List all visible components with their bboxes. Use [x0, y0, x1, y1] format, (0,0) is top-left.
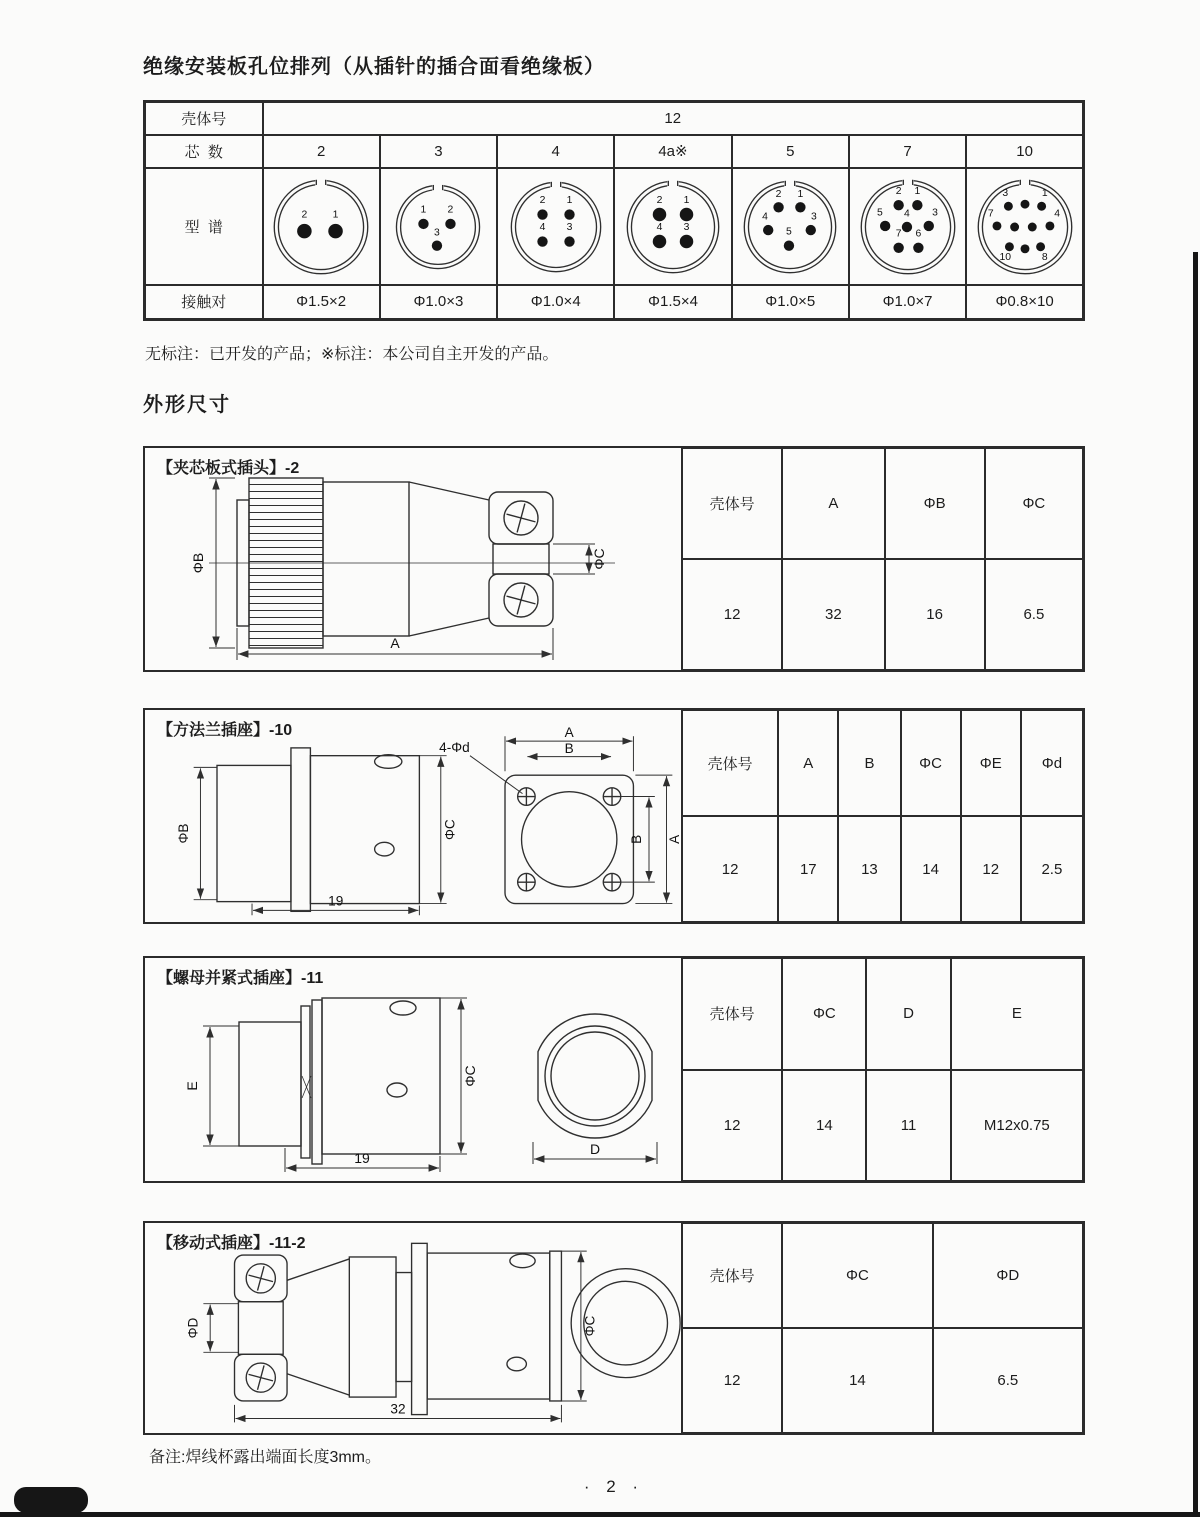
dim-value-cell: M12x0.75 [951, 1070, 1083, 1182]
dim-header-cell: D [866, 958, 950, 1070]
contact-pair-cell: Φ1.0×4 [497, 285, 614, 320]
nut-socket-drawing [145, 958, 685, 1181]
pin-number-label: 10 [999, 252, 1011, 264]
pin-number-label: 3 [1001, 187, 1008, 199]
pin-number-label: 3 [434, 227, 441, 239]
pin-number-label: 2 [539, 195, 546, 207]
dimension-box-mobile-socket [143, 1221, 1085, 1435]
dim-label-phiC: ΦC [591, 548, 607, 570]
pin-number-label: 3 [811, 211, 818, 223]
dim-table-value-row [682, 1328, 1083, 1433]
connector-face-svg [619, 173, 727, 281]
pin-number-label: 1 [566, 195, 573, 207]
dim-header-cell: ΦC [782, 958, 866, 1070]
dimension-box-clamp-plug [143, 446, 1085, 672]
scan-artifact-bottom-blob [14, 1487, 88, 1513]
shell-number-value: 12 [263, 102, 1084, 135]
square-flange-dim-table [681, 709, 1084, 923]
dim-label-phiB: ΦB [190, 552, 206, 574]
dim-header-cell: 壳体号 [682, 1223, 782, 1328]
pin-number-label: 1 [683, 195, 690, 207]
dim-table-value-row [682, 559, 1083, 670]
connector-face-cell [263, 168, 380, 285]
clamp-plug-drawing [145, 448, 685, 670]
dim-value-cell: 14 [782, 1328, 932, 1433]
dim-label-32: 32 [390, 1401, 406, 1417]
dim-label-E: E [184, 1081, 200, 1091]
table-row-contacts [145, 285, 1084, 320]
dim-table-value-row [682, 1070, 1083, 1182]
dim-value-cell: 12 [682, 816, 778, 922]
dim-label-phiC: ΦC [442, 819, 458, 840]
dim-label-19: 19 [328, 893, 344, 909]
row-label-cores: 芯 数 [145, 135, 263, 168]
dim-header-cell: ΦC [782, 1223, 932, 1328]
dim-header-cell: A [778, 710, 838, 816]
dim-value-cell: 12 [961, 816, 1021, 922]
pin-number-label: 4 [539, 222, 546, 234]
table-row-pattern [145, 168, 1084, 285]
pin-number-label: 5 [786, 226, 793, 238]
row-label-shell: 壳体号 [145, 102, 263, 135]
dim-label-phiD: ΦD [185, 1317, 201, 1339]
contact-pair-cell: Φ1.0×7 [849, 285, 966, 320]
dim-header-cell: ΦD [933, 1223, 1083, 1328]
core-count-cell: 2 [263, 135, 380, 168]
section-title-outline-dimensions: 外形尺寸 [143, 394, 231, 416]
core-count-cell: 3 [380, 135, 497, 168]
dim-header-cell: 壳体号 [682, 448, 782, 559]
development-note: 无标注：已开发的产品；※标注：本公司自主开发的产品。 [145, 346, 559, 363]
row-label-contacts: 接触对 [145, 285, 263, 320]
pin-number-label: 2 [775, 188, 782, 200]
dim-label-A-top: A [564, 725, 574, 741]
dim-header-cell: Φd [1021, 710, 1083, 816]
pin-number-label: 5 [876, 207, 883, 219]
connector-face-cell [497, 168, 614, 285]
pin-number-label: 1 [914, 185, 920, 197]
dim-table-header-row [682, 448, 1083, 559]
pin-number-label: 8 [1041, 252, 1048, 264]
connector-face-cell [966, 168, 1083, 285]
core-count-cell: 10 [966, 135, 1083, 168]
dim-value-cell: 12 [682, 1328, 782, 1433]
dim-header-cell: ΦB [885, 448, 985, 559]
dim-label-D: D [589, 1141, 601, 1157]
connector-face-svg [267, 173, 375, 281]
box-title: 【移动式插座】-11-2 [157, 1235, 306, 1252]
dim-header-cell: ΦC [901, 710, 961, 816]
dim-header-cell: ΦE [961, 710, 1021, 816]
box-title: 【夹芯板式插头】-2 [157, 460, 300, 477]
pin-number-label: 4 [762, 211, 769, 223]
dim-label-4-phid: 4-Φd [439, 739, 470, 755]
dim-value-cell: 6.5 [933, 1328, 1083, 1433]
dim-label-B-top: B [564, 740, 574, 756]
pin-number-label: 4 [1053, 208, 1060, 220]
solder-cup-note: 备注:焊线杯露出端面长度3mm。 [149, 1449, 382, 1466]
dim-value-cell: 14 [901, 816, 961, 922]
pin-number-label: 2 [447, 204, 454, 216]
core-count-cell: 4 [497, 135, 614, 168]
dim-value-cell: 12 [682, 1070, 782, 1182]
core-count-cell: 7 [849, 135, 966, 168]
box-title: 【方法兰插座】-10 [157, 722, 293, 739]
connector-face-cell [849, 168, 966, 285]
dim-header-cell: 壳体号 [682, 958, 782, 1070]
contact-pair-cell: Φ1.0×3 [380, 285, 497, 320]
dim-value-cell: 13 [838, 816, 900, 922]
table-row-shell [145, 102, 1084, 135]
connector-face-svg [502, 173, 610, 281]
page-content [143, 0, 1085, 1497]
page-number: · 2 · [583, 1477, 645, 1496]
dim-label-B-right: B [629, 834, 645, 844]
scan-artifact-right-edge [1193, 252, 1198, 1517]
dim-label-phiB: ΦB [175, 823, 191, 844]
dim-table-value-row [682, 816, 1083, 922]
dim-value-cell: 11 [866, 1070, 950, 1182]
pin-number-label: 7 [987, 208, 994, 220]
connector-face-cell [380, 168, 497, 285]
mobile-socket-drawing [145, 1223, 685, 1433]
dimension-box-nut-socket [143, 956, 1085, 1183]
pin-number-label: 3 [931, 207, 938, 219]
dim-value-cell: 12 [682, 559, 782, 670]
pin-number-label: 1 [332, 209, 339, 221]
pin-number-label: 1 [797, 188, 804, 200]
dim-header-cell: A [782, 448, 884, 559]
pin-number-label: 2 [895, 185, 902, 197]
core-count-cell: 4a※ [614, 135, 731, 168]
dim-table-header-row [682, 958, 1083, 1070]
connector-face-svg [736, 173, 844, 281]
contact-pair-cell: Φ1.5×4 [614, 285, 731, 320]
dim-label-phiC: ΦC [462, 1065, 478, 1087]
dim-header-cell: B [838, 710, 900, 816]
contact-pair-cell: Φ1.5×2 [263, 285, 380, 320]
pin-number-label: 4 [903, 208, 910, 220]
box-title: 【螺母并紧式插座】-11 [157, 970, 324, 987]
dim-value-cell: 14 [782, 1070, 866, 1182]
dim-label-19: 19 [354, 1150, 370, 1166]
pin-number-label: 3 [566, 222, 573, 234]
connector-face-svg [971, 173, 1079, 281]
pin-number-label: 7 [895, 228, 902, 240]
dim-header-cell: 壳体号 [682, 710, 778, 816]
nut-socket-dim-table [681, 957, 1084, 1182]
pin-number-label: 1 [420, 204, 427, 216]
connector-face-cell [732, 168, 849, 285]
dimension-box-square-flange [143, 708, 1085, 924]
dim-label-A: A [390, 635, 400, 651]
pin-number-label: 4 [656, 222, 663, 234]
dim-table-header-row [682, 710, 1083, 816]
mobile-socket-dim-table [681, 1222, 1084, 1434]
contact-pair-cell: Φ1.0×5 [732, 285, 849, 320]
pin-number-label: 1 [1041, 187, 1048, 199]
contact-pair-cell: Φ0.8×10 [966, 285, 1083, 320]
connector-face-cell [614, 168, 731, 285]
dim-label-A-right: A [667, 834, 683, 844]
pin-number-label: 2 [656, 195, 663, 207]
dim-header-cell: E [951, 958, 1083, 1070]
pin-number-label: 3 [683, 222, 690, 234]
connector-face-svg [384, 173, 492, 281]
dim-value-cell: 17 [778, 816, 838, 922]
dim-table-header-row [682, 1223, 1083, 1328]
pin-number-label: 6 [915, 228, 921, 240]
dim-header-cell: ΦC [985, 448, 1083, 559]
scan-artifact-bottom-edge [0, 1512, 1200, 1517]
dim-label-phiC: ΦC [582, 1315, 598, 1337]
core-count-cell: 5 [732, 135, 849, 168]
pin-number-label: 2 [301, 209, 308, 221]
table-row-cores [145, 135, 1084, 168]
page-title: 绝缘安装板孔位排列（从插针的插合面看绝缘板） [143, 56, 605, 78]
clamp-plug-dim-table [681, 447, 1084, 671]
row-label-pattern: 型 谱 [145, 168, 263, 285]
connector-face-svg [854, 173, 962, 281]
pinout-table [143, 100, 1085, 321]
square-flange-drawing [145, 710, 685, 922]
dim-value-cell: 2.5 [1021, 816, 1083, 922]
dim-value-cell: 6.5 [985, 559, 1083, 670]
dim-value-cell: 16 [885, 559, 985, 670]
dim-value-cell: 32 [782, 559, 884, 670]
